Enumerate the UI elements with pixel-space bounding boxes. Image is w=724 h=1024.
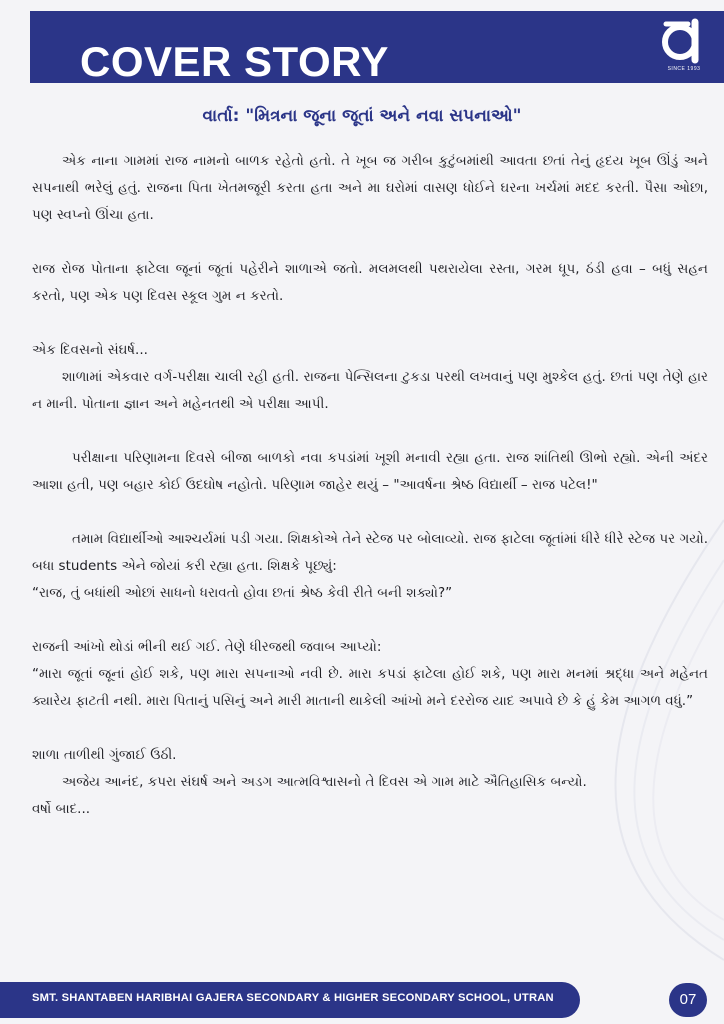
story-body	[32, 148, 708, 823]
school-name: SMT. SHANTABEN HARIBHAI GAJERA SECONDARY & HIGHER SECONDARY SCHOOL, UTRAN	[32, 992, 554, 1004]
page-number: 07	[669, 983, 707, 1017]
story-continuation: વર્ષો બાદ...	[32, 801, 91, 817]
story-paragraph: રાજની આંખો થોડાં ભીની થઈ ગઈ. તેણે ધીરજથી જવાબ આપ્યો:	[32, 639, 382, 655]
logo-caption: SINCE 1993	[667, 66, 701, 72]
story-paragraph: તમામ વિદ્યાર્થીઓ આશ્ચર્યમાં પડી ગયા. શિક્ષકોએ તેને સ્ટેજ પર બોલાવ્યો. રાજ ફાટેલા જૂતાંમાં ધીરે ધીરે સ્ટેજ પર ગયો. બધા students એને જોયાં કરી રહ્યા હતા. શિક્ષકે પૂછ્યું:	[32, 531, 708, 574]
story-paragraph: શાળા તાળીથી ગુંજાઈ ઉઠી.	[32, 747, 177, 763]
page-title: COVER STORY	[80, 38, 389, 85]
dialogue-answer: “મારા જૂતાં જૂનાં હોઈ શકે, પણ મારા સપનાઓ નવી છે. મારા કપડાં ફાટેલા હોઈ શકે, પણ મારા મનમાં શ્રદ્ધા અને મહેનત ક્યારેય ફાટતી નથી. મારા પિતાનું પસિનું અને મારી માતાની થાકેલી આંખો મને દરરોજ યાદ અપાવે છે કે હું કેમ આગળ વધું.”	[32, 666, 708, 709]
story-paragraph: રાજ રોજ પોતાના ફાટેલા જૂનાં જૂતાં પહેરીને શાળાએ જતો. મલમલથી પથરાયેલા રસ્તા, ગરમ ધૂપ, ઠંડી હવા – બધું સહન કરતો, પણ એક પણ દિવસ સ્કૂલ ગુમ ન કરતો.	[32, 261, 708, 304]
section-heading: એક દિવસનો સંઘર્ષ...	[32, 342, 148, 358]
dialogue-question: “રાજ, તું બધાંથી ઓછાં સાધનો ધરાવતો હોવા છતાં શ્રેષ્ઠ કેવી રીતે બની શક્યો?”	[32, 585, 453, 601]
story-paragraph: એક નાના ગામમાં રાજ નામનો બાળક રહેતો હતો. તે ખૂબ જ ગરીબ કુટુંબમાંથી આવતા છતાં તેનું હૃદય ખૂબ ઊંડું અને સપનાથી ભરેલું હતું. રાજના પિતા ખેતમજૂરી કરતા હતા અને મા ઘરોમાં વાસણ ધોઈને ઘરના ખર્ચમાં મદદ કરતી. પૈસા ઓછા, પણ સ્વપ્નો ઊંચા હતા.	[32, 153, 708, 223]
story-paragraph: પરીક્ષાના પરિણામના દિવસે બીજા બાળકો નવા કપડાંમાં ખૂશી મનાવી રહ્યા હતા. રાજ શાંતિથી ઊભો રહ્યો. એની અંદર આશા હતી, પણ બહાર કોઈ ઉદઘોષ નહોતો. પરિણામ જાહેર થયું – "આવર્ષના શ્રેષ્ઠ વિદ્યાર્થી – રાજ પટેલ!"	[32, 450, 708, 493]
story-title: વાર્તા: "મિત્રના જૂના જૂતાં અને નવા સપનાઓ"	[202, 106, 522, 126]
story-paragraph: અજેય આનંદ, કપરા સંઘર્ષ અને અડગ આત્મવિશ્વાસનો તે દિવસ એ ગામ માટે ઐતિહાસિક બન્યો.	[62, 774, 587, 790]
story-paragraph: શાળામાં એકવાર વર્ગ-પરીક્ષા ચાલી રહી હતી. રાજના પેન્સિલના ટુકડા પરથી લખવાનું પણ મુશ્કેલ હતું. છતાં પણ તેણે હાર ન માની. પોતાના જ્ઞાન અને મહેનતથી એ પરીક્ષા આપી.	[32, 369, 708, 412]
school-logo-icon	[658, 16, 708, 72]
